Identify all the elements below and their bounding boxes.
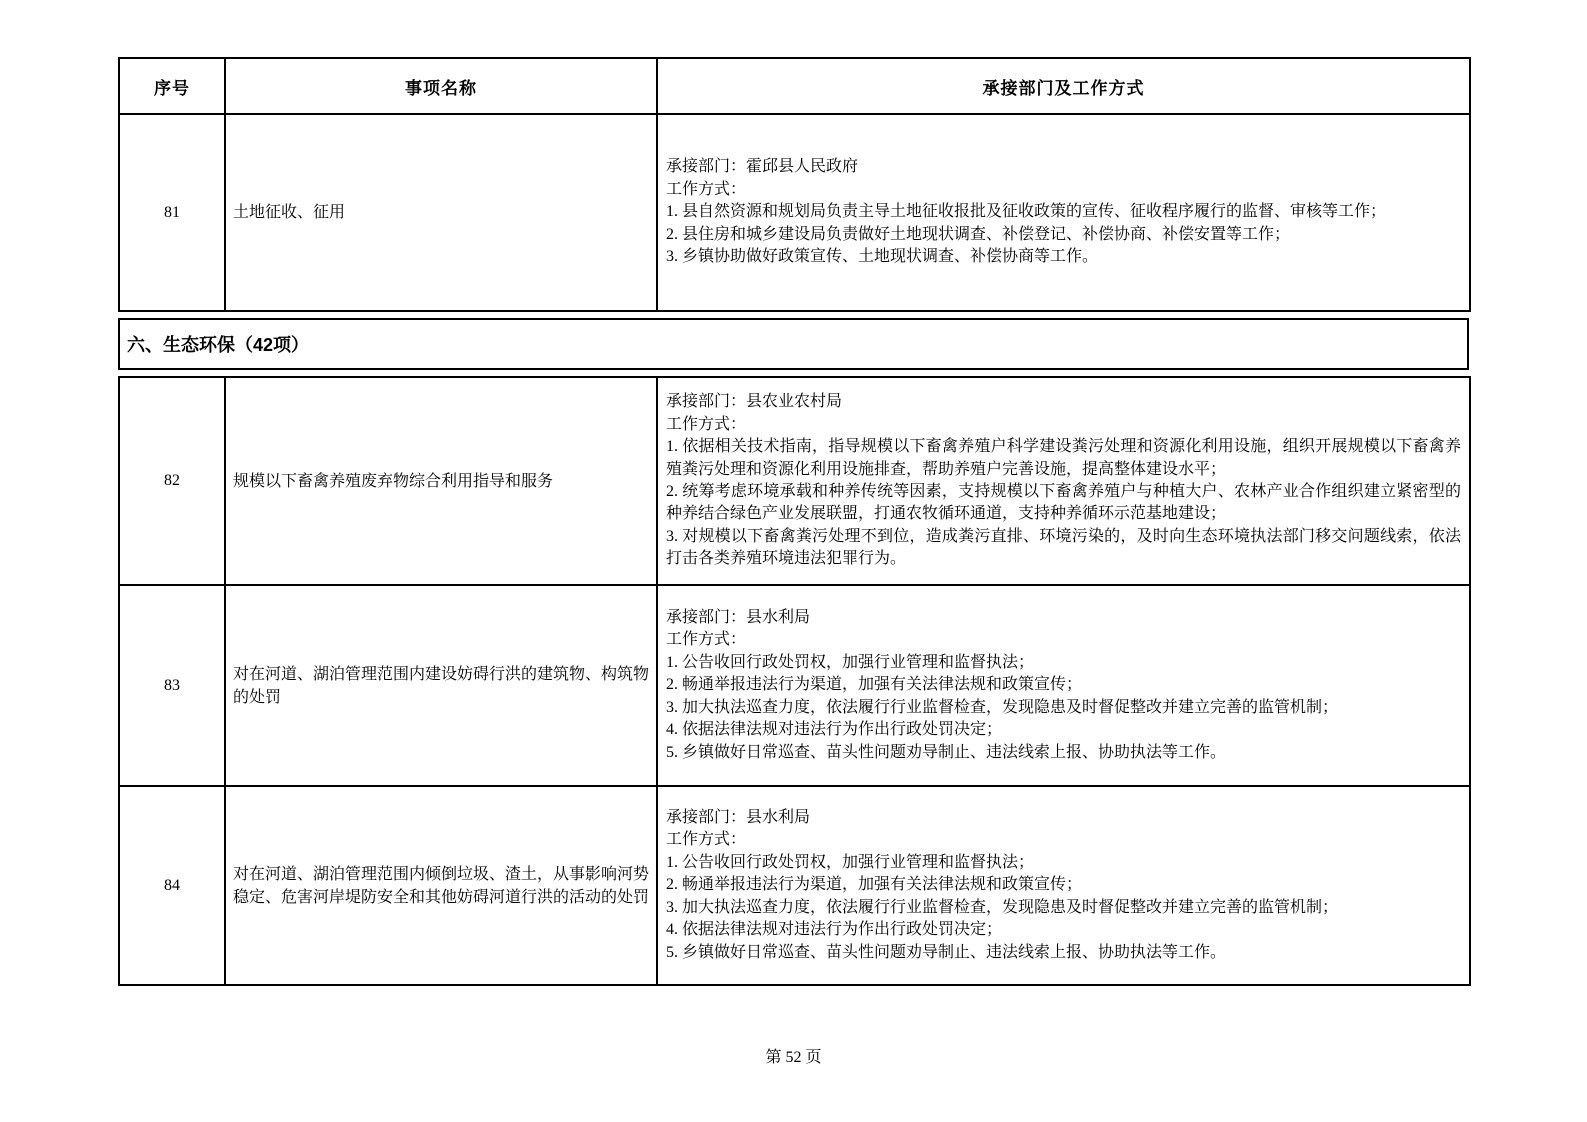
department-method-cell	[657, 377, 1470, 585]
work-method-line: 承接部门：县水利局	[666, 809, 811, 827]
work-method-line: 1. 依据相关技术指南，指导规模以下畜禽养殖户科学建设粪污处理和资源化利用设施，组织开展规模以下畜禽养殖粪污处理和资源化利用设施排查，帮助养殖户完善设施，提高整体建设水平；	[666, 438, 1461, 478]
column-header-department: 承接部门及工作方式	[657, 58, 1470, 114]
item-name: 土地征收、征用	[225, 114, 657, 311]
table-row	[119, 114, 1470, 311]
work-method-line: 5. 乡镇做好日常巡查、苗头性问题劝导制止、违法线索上报、协助执法等工作。	[666, 743, 1227, 761]
work-method-line: 工作方式：	[666, 415, 747, 433]
table-row	[119, 786, 1470, 985]
work-method-line: 1. 公告收回行政处罚权，加强行业管理和监督执法；	[666, 853, 1035, 871]
row-index: 81	[119, 114, 225, 311]
department-method-cell	[657, 585, 1470, 786]
work-method-line: 承接部门：霍邱县人民政府	[666, 158, 859, 176]
column-header-index: 序号	[119, 58, 225, 114]
department-method-cell	[657, 786, 1470, 985]
work-method-line: 2. 统筹考虑环境承载和种养传统等因素，支持规模以下畜禽养殖户与种植大户、农林产业合作组织建立紧密型的种养结合绿色产业发展联盟，打通农牧循环通道，支持种养循环示范基地建设；	[666, 483, 1461, 523]
row-index: 84	[119, 786, 225, 985]
work-method-line: 1. 公告收回行政处罚权，加强行业管理和监督执法；	[666, 653, 1035, 671]
row-index: 82	[119, 377, 225, 585]
work-method-line: 承接部门：县水利局	[666, 609, 811, 627]
page-number: 第 52 页	[765, 1049, 822, 1066]
work-method-line: 2. 县住房和城乡建设局负责做好土地现状调查、补偿登记、补偿协商、补偿安置等工作；	[666, 225, 1291, 243]
work-method-line: 4. 依据法律法规对违法行为作出行政处罚决定；	[666, 921, 1003, 939]
work-method-line: 4. 依据法律法规对违法行为作出行政处罚决定；	[666, 721, 1003, 739]
work-method-line: 1. 县自然资源和规划局负责主导土地征收报批及征收政策的宣传、征收程序履行的监督、审核等工作；	[666, 203, 1387, 221]
work-method-line: 3. 加大执法巡查力度，依法履行行业监督检查，发现隐患及时督促整改并建立完善的监管机制；	[666, 898, 1339, 916]
table-row	[119, 377, 1470, 585]
item-name: 对在河道、湖泊管理范围内倾倒垃圾、渣土，从事影响河势稳定、危害河岸堤防安全和其他妨碍河道行洪的活动的处罚	[225, 786, 657, 985]
column-header-item-name: 事项名称	[225, 58, 657, 114]
work-method-line: 5. 乡镇做好日常巡查、苗头性问题劝导制止、违法线索上报、协助执法等工作。	[666, 943, 1227, 961]
work-method-line: 工作方式：	[666, 180, 747, 198]
items-table-bottom	[118, 376, 1471, 986]
table-header-row	[119, 58, 1470, 114]
work-method-line: 3. 加大执法巡查力度，依法履行行业监督检查，发现隐患及时督促整改并建立完善的监管机制；	[666, 698, 1339, 716]
work-method-line: 2. 畅通举报违法行为渠道，加强有关法律法规和政策宣传；	[666, 876, 1083, 894]
work-method-line: 承接部门：县农业农村局	[666, 393, 843, 411]
work-method-line: 工作方式：	[666, 831, 747, 849]
work-method-line: 3. 对规模以下畜禽粪污处理不到位，造成粪污直排、环境污染的，及时向生态环境执法部门移交问题线索，依法打击各类养殖环境违法犯罪行为。	[666, 527, 1461, 568]
work-method-line: 3. 乡镇协助做好政策宣传、土地现状调查、补偿协商等工作。	[666, 248, 1099, 266]
items-table-top	[118, 57, 1471, 312]
item-name: 规模以下畜禽养殖废弃物综合利用指导和服务	[225, 377, 657, 585]
work-method-line: 工作方式：	[666, 631, 747, 649]
row-index: 83	[119, 585, 225, 786]
work-method-line: 2. 畅通举报违法行为渠道，加强有关法律法规和政策宣传；	[666, 676, 1083, 694]
table-row	[119, 585, 1470, 786]
section-header: 六、生态环保（42项）	[118, 318, 1469, 370]
item-name: 对在河道、湖泊管理范围内建设妨碍行洪的建筑物、构筑物的处罚	[225, 585, 657, 786]
department-method-cell	[657, 114, 1470, 311]
